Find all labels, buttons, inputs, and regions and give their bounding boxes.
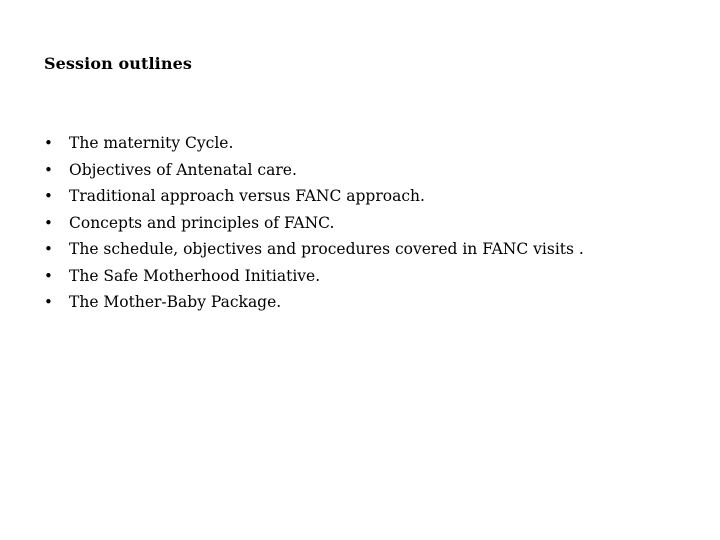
list-item-text: Concepts and principles of FANC. — [69, 213, 335, 232]
list-item-text: The maternity Cycle. — [69, 134, 234, 152]
list-item — [44, 210, 584, 237]
bullet-icon: • — [44, 213, 53, 232]
list-item-text: The schedule, objectives and procedures covered in FANC visits . — [69, 240, 584, 258]
list-item — [44, 183, 584, 210]
list-item — [44, 130, 584, 157]
bullet-icon: • — [44, 240, 53, 258]
list-item — [44, 236, 584, 263]
slide-title: Session outlines — [44, 54, 192, 73]
bullet-icon: • — [44, 266, 53, 285]
list-item — [44, 263, 584, 290]
list-item — [44, 289, 584, 316]
bullet-icon: • — [44, 160, 53, 179]
bullet-icon: • — [44, 293, 53, 311]
bullet-icon: • — [44, 134, 53, 152]
list-item-text: The Safe Motherhood Initiative. — [69, 266, 321, 285]
session-outline-list — [44, 130, 584, 316]
list-item-text: The Mother-Baby Package. — [69, 293, 282, 311]
list-item-text: Traditional approach versus FANC approach. — [69, 187, 425, 205]
list-item — [44, 157, 584, 184]
bullet-icon: • — [44, 187, 53, 205]
list-item-text: Objectives of Antenatal care. — [69, 160, 297, 179]
